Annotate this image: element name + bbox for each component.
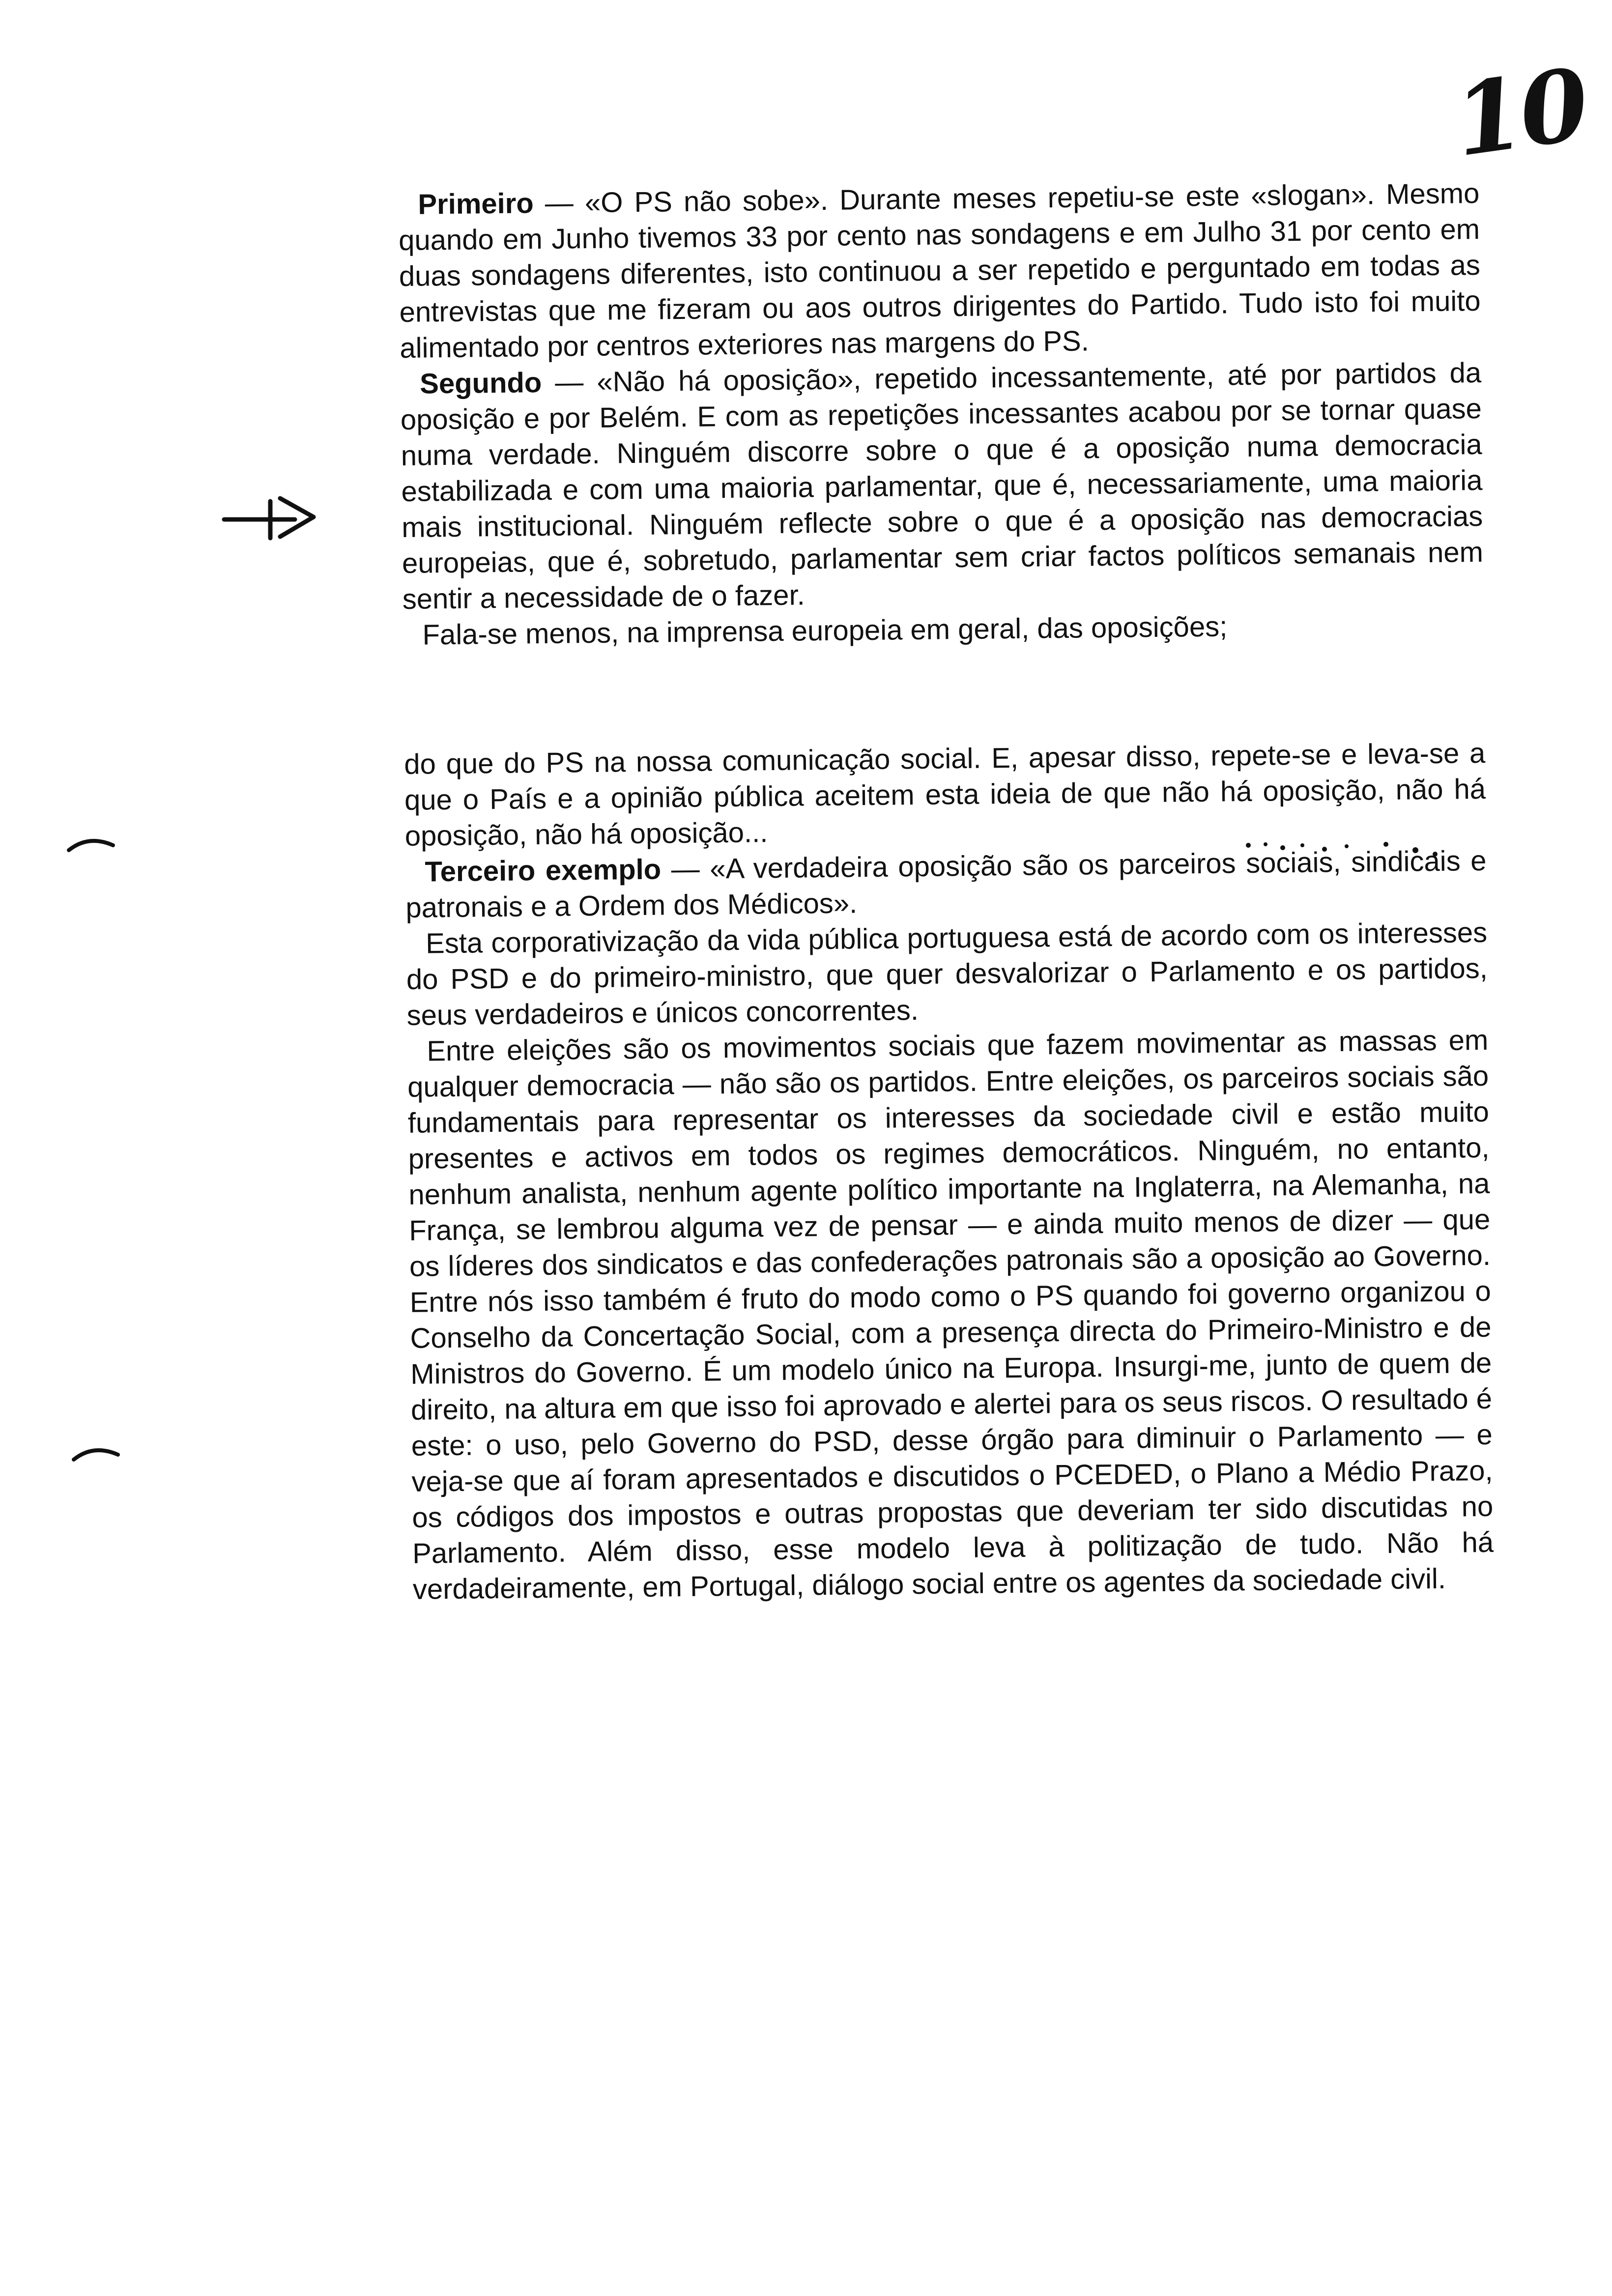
paragraph-text: Entre eleições são os movimentos sociais que fazem movimentar as massas em qualquer democracia — não são os partidos. Entre eleições, os parceiros sociais são fundamentais para representar os interesses da sociedade civil e estão muito presentes e activos em todos os regimes democráticos. Ninguém, no entanto, nenhum analista, nenhum agente político importante na Inglaterra, na Alemanha, na França, se lembrou alguma vez de pensar — e ainda muito menos de dizer — que os líderes dos sindicatos e das confederações patronais são a oposição ao Governo. Entre nós isso também é fruto do modo como o PS quando foi governo organizou o Conselho da Concertação Social, com a presença directa do Primeiro-Ministro e de Ministros do Governo. É um modelo único na Europa. Insurgi-me, junto de quem de direito, na altura em que isso foi aprovado e alertei para os seus riscos. O resultado é este: o uso, pelo Governo do PSD, desse órgão para diminuir o Parlamento — e veja-se que aí foram apresentados e discutidos o PCEDED, o Plano a Médio Prazo, os códigos dos impostos e outras propostas que deveriam ter sido discutidas no Parlamento. Além disso, esse modelo leva à politização de tudo. Não há verdadeiramente, em Portugal, diálogo social entre os agentes da sociedade civil. bbox=[407, 1024, 1494, 1606]
paragraph-text: Esta corporativização da vida pública portuguesa está de acordo com os interesses do PSD e do primeiro-ministro, que quer desvalorizar o Parlamento e os partidos, seus verdadeiros e únicos concorrentes. bbox=[406, 916, 1488, 1032]
paragraph bbox=[400, 355, 1484, 617]
paragraph bbox=[404, 735, 1486, 854]
paragraph bbox=[406, 915, 1488, 1033]
paragraph-lead: Primeiro bbox=[418, 187, 534, 221]
paragraph bbox=[407, 1022, 1494, 1607]
scan-gap bbox=[403, 642, 1485, 746]
paragraph-lead: Terceiro exemplo bbox=[425, 853, 662, 888]
paragraph-text: do que do PS na nossa comunicação social. E, apesar disso, repete-se e leva-se a que o País e a opinião pública aceitem esta ideia de que não há oposição, não há oposição, não há oposição... bbox=[403, 737, 1486, 852]
margin-mark-icon bbox=[69, 1440, 123, 1469]
paragraph-text: — «Não há oposição», repetido incessantemente, até por partidos da oposição e por Belém. E com as repetições incessantes acabou por se tornar quase numa verdade. Ninguém discorre sobre o que é a oposição numa democracia estabilizada e com uma maioria parlamentar, que é, necessariamente, uma maioria mais institucional. Ninguém reflecte sobre o que é a oposição nas democracias europeias, que é, sobretudo, parlamentar sem criar factos políticos semanais nem sentir a necessidade de o fazer. bbox=[400, 356, 1484, 615]
margin-mark-icon bbox=[64, 831, 118, 860]
paragraph bbox=[405, 843, 1487, 926]
article-body bbox=[398, 175, 1494, 1607]
paragraph bbox=[398, 175, 1481, 366]
paragraph-text: — «A verdadeira oposição são os parceiros sociais, sindicais e patronais e a Ordem dos Médicos». bbox=[405, 844, 1487, 924]
paragraph-text: Fala-se menos, na imprensa europeia em geral, das oposições; bbox=[422, 610, 1228, 651]
paragraph-text: — «O PS não sobe». Durante meses repetiu-se este «slogan». Mesmo quando em Junho tivemos 33 por cento nas sondagens e em Julho 31 por cento em duas sondagens diferentes, isto continuou a ser repetido e perguntado em todas as entrevistas que me fizeram ou aos outros dirigentes do Partido. Tudo isto foi muito alimentado por centros exteriores nas margens do PS. bbox=[398, 177, 1481, 364]
margin-arrow-icon bbox=[221, 491, 319, 545]
page-number: 10 bbox=[1447, 46, 1593, 179]
paragraph-lead: Segundo bbox=[419, 366, 542, 400]
